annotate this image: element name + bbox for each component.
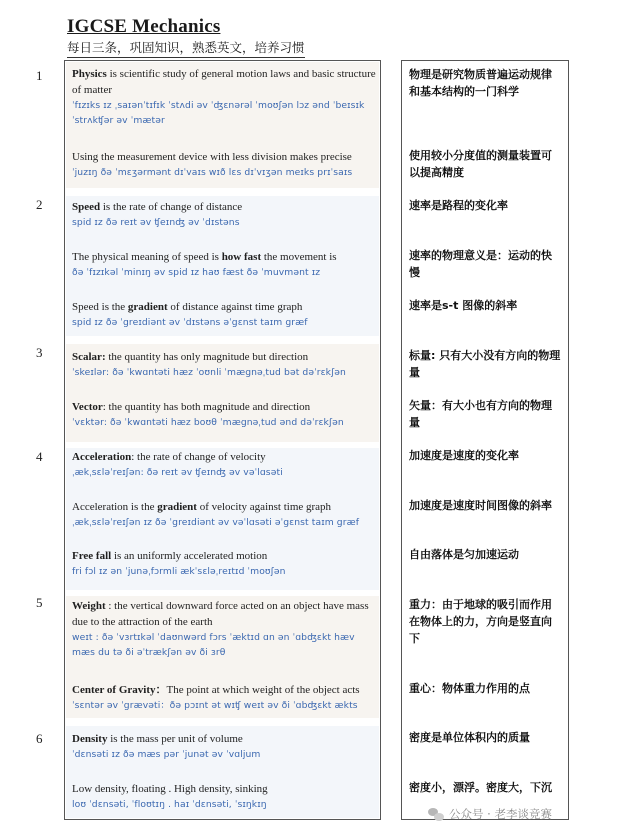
ipa-transcription: ˈfɪzɪks ɪz ˌsaɪənˈtɪfɪk ˈstʌdi əv ˈʤɛnərəl ˈmoʊʃən lɔz ənd ˈbeɪsɪk ˈstrʌkʧər əv ˈmætər <box>72 100 365 126</box>
sentence-text: The point at which weight of the object acts <box>166 684 360 696</box>
chinese-translation: 重力：由于地球的吸引而作用在物体上的力，方向是竖直向下 <box>409 598 552 645</box>
ipa-transcription: ðə ˈfɪzɪkəl ˈminɪŋ əv spid ɪz haʊ fæst ðə ˈmuvmənt ɪz <box>72 267 321 278</box>
key-term: Weight <box>72 600 106 612</box>
ipa-transcription: ˈskeɪlər: ðə ˈkwɑntəti hæz ˈoʊnli ˈmægnəˌtud bət dəˈrɛkʃən <box>72 367 346 378</box>
chinese-translation: 速率是路程的变化率 <box>409 199 508 212</box>
english-sentence <box>72 682 376 698</box>
chinese-translation: 自由落体是匀加速运动 <box>409 548 519 561</box>
english-sentence <box>72 399 376 415</box>
english-sentence: Low density, floating . High density, sinking <box>72 783 268 795</box>
sentence-text: Speed is the <box>72 301 128 313</box>
key-term: Density <box>72 733 108 745</box>
ipa-transcription: fri fɔl ɪz ən ˈjunəˌfɔrmli ækˈsɛləˌreɪtɪd ˈmoʊʃən <box>72 566 286 577</box>
chinese-translation: 加速度是速度时间图像的斜率 <box>409 499 552 512</box>
section-number: 4 <box>36 449 43 464</box>
sentence-text: of distance against time graph <box>167 301 303 313</box>
sentence-text: is the rate of change of distance <box>100 201 243 213</box>
sentence-text: is the mass per unit of volume <box>107 733 243 745</box>
chinese-translation: 使用较小分度值的测量装置可以提高精度 <box>409 149 552 179</box>
key-term: Speed <box>72 201 101 213</box>
english-sentence <box>72 548 376 564</box>
english-sentence: Using the measurement device with less division makes precise <box>72 151 352 163</box>
sentence-text: The physical meaning of speed is <box>72 251 222 263</box>
key-term: how fast <box>221 251 262 263</box>
wechat-icon <box>428 808 444 821</box>
english-sentence <box>72 199 376 215</box>
section-number: 2 <box>36 197 43 212</box>
page-subtitle: 每日三条，巩固知识，熟悉英文，培养习惯 <box>67 38 305 58</box>
chinese-translation: 速率是s-t 图像的斜率 <box>409 299 518 312</box>
key-term: Vector <box>72 401 103 413</box>
key-term: Center of Gravity： <box>72 684 167 696</box>
ipa-transcription: ˌækˌsɛləˈreɪʃən ɪz ðə ˈgreɪdiənt əv vəˈlɑsəti əˈgɛnst taɪm græf <box>72 517 360 528</box>
sentence-text: is scientific study of general motion laws and basic structure of matter <box>72 68 376 96</box>
definition-entry <box>72 199 376 230</box>
sentence-text: Acceleration is the <box>72 501 158 513</box>
watermark <box>428 806 552 822</box>
section-number: 5 <box>36 595 43 610</box>
sentence-text: is an uniformly accelerated motion <box>111 550 268 562</box>
sentence-text: the quantity has only magnitude but direction <box>105 351 309 363</box>
definition-entry <box>72 66 376 128</box>
ipa-transcription: spid ɪz ðə reɪt əv ʧeɪnʤ əv ˈdɪstəns <box>72 217 240 228</box>
chinese-translation: 物理是研究物质普遍运动规律和基本结构的一门科学 <box>409 68 552 98</box>
definition-entry <box>72 149 376 180</box>
ipa-transcription: spid ɪz ðə ˈgreɪdiənt əv ˈdɪstəns əˈgɛnst taɪm græf <box>72 317 308 328</box>
chinese-translation: 密度小，漂浮。密度大，下沉 <box>409 781 552 794</box>
definition-entry <box>72 249 376 280</box>
sentence-text: of velocity against time graph <box>196 501 332 513</box>
section-number: 3 <box>36 345 43 360</box>
ipa-transcription: ˈsɛntər əv ˈgrævəti：ðə pɔɪnt ət wɪʧ weɪt əv ði ˈɑbʤɛkt ækts <box>72 700 358 711</box>
section-number: 1 <box>36 68 43 83</box>
english-sentence <box>72 349 376 365</box>
definition-entry <box>72 598 376 660</box>
key-term: Physics <box>72 68 107 80</box>
sentence-text: the movement is <box>261 251 337 263</box>
english-sentence <box>72 249 376 265</box>
key-term: Free fall <box>72 550 112 562</box>
ipa-transcription: loʊ ˈdɛnsəti, ˈfloʊtɪŋ . haɪ ˈdɛnsəti, ˈsɪŋkɪŋ <box>72 799 267 810</box>
definition-entry <box>72 781 376 812</box>
english-sentence <box>72 449 376 465</box>
sentence-text: : the rate of change of velocity <box>131 451 266 463</box>
chinese-translation: 加速度是速度的变化率 <box>409 449 519 462</box>
chinese-translation: 矢量：有大小也有方向的物理量 <box>409 399 552 429</box>
english-sentence <box>72 66 376 98</box>
watermark-text: 公众号 · 老李谈竞赛 <box>449 807 552 821</box>
english-sentence <box>72 299 376 315</box>
definition-entry <box>72 299 376 330</box>
ipa-transcription: weɪt : ðə ˈvɜrtɪkəl ˈdaʊnwərd fɔrs ˈæktɪd ɑn ən ˈɑbʤɛkt hæv mæs du tə ði əˈtrækʃən əv ði ɜrθ <box>72 632 355 658</box>
section-number: 6 <box>36 731 43 746</box>
chinese-translation: 重心：物体重力作用的点 <box>409 682 530 695</box>
definition-entry <box>72 449 376 480</box>
definition-entry <box>72 399 376 430</box>
key-term: Scalar: <box>72 351 106 363</box>
definition-entry <box>72 548 376 579</box>
english-sentence <box>72 499 376 515</box>
key-term: Acceleration <box>72 451 132 463</box>
ipa-transcription: ˈdɛnsəti ɪz ðə mæs pər ˈjunət əv ˈvɑljum <box>72 749 261 760</box>
ipa-transcription: ˈjuzɪŋ ðə ˈmɛʒərmənt dɪˈvaɪs wɪð lɛs dɪˈvɪʒən meɪks prɪˈsaɪs <box>72 167 353 178</box>
ipa-transcription: ˈvɛktər: ðə ˈkwɑntəti hæz boʊθ ˈmægnəˌtud ənd dəˈrɛkʃən <box>72 417 344 428</box>
page-title: IGCSE Mechanics <box>67 16 221 37</box>
definition-entry <box>72 731 376 762</box>
key-term: gradient <box>127 301 168 313</box>
definition-entry <box>72 349 376 380</box>
definition-entry <box>72 682 376 713</box>
definition-entry <box>72 499 376 530</box>
ipa-transcription: ˌækˌsɛləˈreɪʃən: ðə reɪt əv ʧeɪnʤ əv vəˈlɑsəti <box>72 467 283 478</box>
chinese-translation: 标量: 只有大小没有方向的物理量 <box>409 349 561 379</box>
chinese-translation: 速率的物理意义是：运动的快慢 <box>409 249 552 279</box>
english-sentence <box>72 731 376 747</box>
chinese-translation: 密度是单位体积内的质量 <box>409 731 530 744</box>
sentence-text: : the vertical downward force acted on an object have mass due to the attraction of the earth <box>72 600 369 628</box>
english-sentence <box>72 598 376 630</box>
key-term: gradient <box>157 501 197 513</box>
sentence-text: : the quantity has both magnitude and direction <box>102 401 311 413</box>
